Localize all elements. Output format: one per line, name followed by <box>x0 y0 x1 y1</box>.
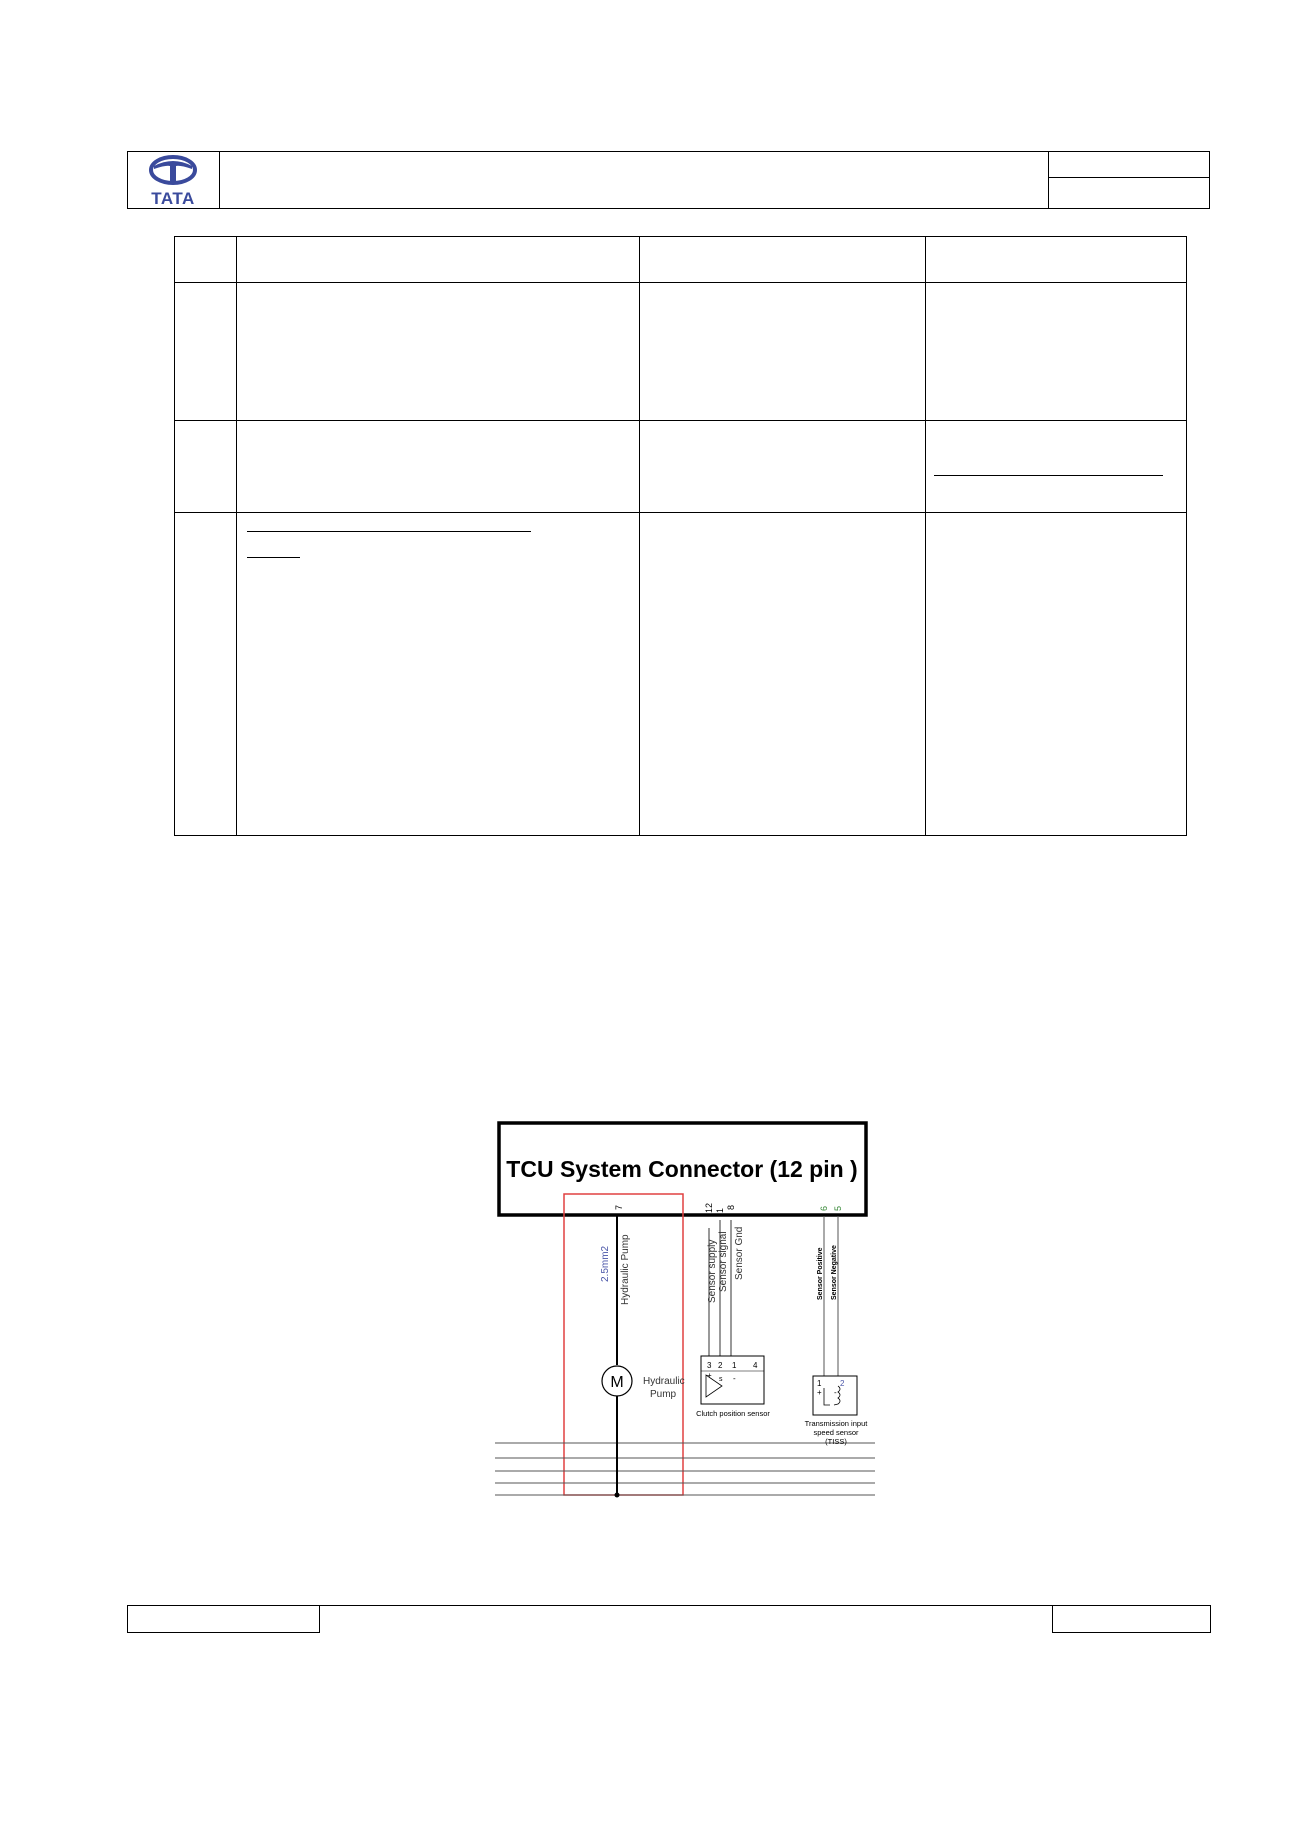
table-row-divider <box>175 282 1186 283</box>
header-docno-cell <box>1049 152 1209 178</box>
underline-mark <box>247 531 531 532</box>
pump-label-line1: Hydraulic <box>643 1376 685 1387</box>
underline-mark <box>247 557 300 558</box>
tiss-label-line3: (TISS) <box>825 1437 847 1446</box>
tiss-pos-pin: 6 <box>819 1205 829 1211</box>
clutch-pin-plus: + <box>707 1371 712 1380</box>
tiss-label-line2: speed sensor <box>813 1428 859 1437</box>
pump-ground-node <box>615 1493 620 1498</box>
pump-label-line2: Pump <box>650 1389 677 1400</box>
clutch-pin-1: 1 <box>732 1361 737 1370</box>
clutch-pin-3: 3 <box>707 1361 712 1370</box>
clutch-pin-s: s <box>719 1376 723 1383</box>
tiss-box-plus: + <box>817 1388 822 1397</box>
header-rev-cell <box>1049 178 1209 208</box>
tiss-pos-label: Sensor Positive <box>817 1247 824 1300</box>
motor-symbol-letter: M <box>610 1374 624 1391</box>
header-title-cell <box>220 152 1049 208</box>
pump-wire-gauge: 2.5mm2 <box>600 1245 611 1282</box>
tiss-neg-pin: 5 <box>833 1205 843 1211</box>
procedure-table <box>174 236 1187 836</box>
clutch-pin-4: 4 <box>753 1361 758 1370</box>
table-col-divider <box>639 237 640 835</box>
tiss-label-line1: Transmission input <box>804 1419 868 1428</box>
table-col-divider <box>925 237 926 835</box>
sensor-signal-label: Sensor signal <box>718 1231 729 1292</box>
table-row-divider <box>175 512 1186 513</box>
table-row-divider <box>175 420 1186 421</box>
table-col-divider <box>236 237 237 835</box>
clutch-pin-2: 2 <box>718 1361 723 1370</box>
pump-pin-number: 7 <box>614 1204 624 1210</box>
tiss-box-pin-2: 2 <box>840 1379 845 1388</box>
clutch-sensor-label: Clutch position sensor <box>696 1409 770 1418</box>
sensor-supply-pin: 12 <box>704 1202 714 1213</box>
tata-logo <box>128 152 218 208</box>
connector-title: TCU System Connector (12 pin ) <box>506 1156 858 1182</box>
sensor-gnd-pin: 8 <box>726 1204 736 1210</box>
pump-wire-label: Hydraulic Pump <box>620 1234 631 1305</box>
tata-logo-text: TATA <box>151 189 195 208</box>
sensor-signal-pin: 1 <box>715 1207 725 1213</box>
clutch-pin-minus: - <box>733 1374 736 1383</box>
tiss-box-minus: - <box>834 1388 837 1397</box>
footer-left-cell <box>127 1605 320 1633</box>
tiss-box-pin-1: 1 <box>817 1379 822 1388</box>
underline-mark <box>934 475 1163 476</box>
sensor-gnd-label: Sensor Gnd <box>734 1226 745 1280</box>
wiring-diagram <box>490 1120 880 1510</box>
tiss-neg-label: Sensor Negative <box>831 1245 838 1300</box>
header-logo-cell <box>128 152 220 208</box>
footer-page-cell <box>1052 1605 1211 1633</box>
document-header <box>127 151 1210 209</box>
sensor-supply-label: Sensor supply <box>707 1239 718 1303</box>
